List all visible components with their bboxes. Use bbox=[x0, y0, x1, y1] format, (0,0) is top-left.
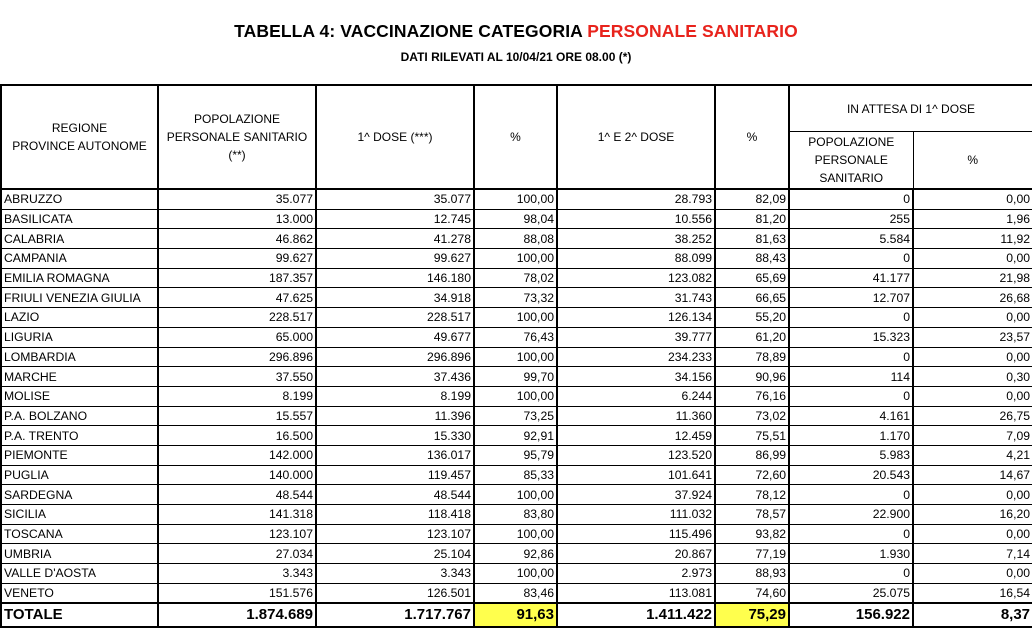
cell-pct2: 82,09 bbox=[715, 189, 789, 209]
cell-population: 151.576 bbox=[158, 583, 316, 603]
cell-dose12: 20.867 bbox=[557, 544, 715, 564]
cell-dose1: 228.517 bbox=[316, 308, 474, 328]
table-row bbox=[1, 485, 1032, 505]
cell-population: 123.107 bbox=[158, 524, 316, 544]
cell-pct2: 66,65 bbox=[715, 288, 789, 308]
cell-pct2: 72,60 bbox=[715, 465, 789, 485]
cell-waiting-pct: 0,00 bbox=[913, 564, 1032, 584]
header-waiting-pct: % bbox=[913, 132, 1032, 190]
cell-dose12: 123.082 bbox=[557, 268, 715, 288]
cell-dose12: 6.244 bbox=[557, 386, 715, 406]
cell-region: MOLISE bbox=[1, 386, 158, 406]
table-row bbox=[1, 583, 1032, 603]
cell-pct1: 95,79 bbox=[474, 445, 557, 465]
cell-dose12: 88.099 bbox=[557, 249, 715, 269]
table-row bbox=[1, 367, 1032, 387]
table-row bbox=[1, 327, 1032, 347]
cell-population: 37.550 bbox=[158, 367, 316, 387]
cell-waiting-population: 0 bbox=[789, 386, 913, 406]
cell-population: 141.318 bbox=[158, 505, 316, 525]
cell-waiting-pct: 14,67 bbox=[913, 465, 1032, 485]
cell-waiting-population: 0 bbox=[789, 485, 913, 505]
cell-population: 65.000 bbox=[158, 327, 316, 347]
table-row bbox=[1, 544, 1032, 564]
cell-region: LIGURIA bbox=[1, 327, 158, 347]
cell-pct2: 55,20 bbox=[715, 308, 789, 328]
cell-dose1: 25.104 bbox=[316, 544, 474, 564]
cell-pct1: 100,00 bbox=[474, 564, 557, 584]
total-dose1: 1.717.767 bbox=[316, 603, 474, 627]
cell-pct1: 98,04 bbox=[474, 209, 557, 229]
cell-region: ABRUZZO bbox=[1, 189, 158, 209]
cell-dose12: 2.973 bbox=[557, 564, 715, 584]
cell-dose1: 146.180 bbox=[316, 268, 474, 288]
table-body bbox=[1, 189, 1032, 627]
cell-dose12: 101.641 bbox=[557, 465, 715, 485]
vaccination-table bbox=[0, 84, 1032, 628]
cell-population: 47.625 bbox=[158, 288, 316, 308]
cell-waiting-pct: 0,00 bbox=[913, 347, 1032, 367]
cell-population: 99.627 bbox=[158, 249, 316, 269]
total-region: TOTALE bbox=[1, 603, 158, 627]
cell-waiting-pct: 21,98 bbox=[913, 268, 1032, 288]
cell-waiting-pct: 16,20 bbox=[913, 505, 1032, 525]
cell-pct1: 78,02 bbox=[474, 268, 557, 288]
cell-waiting-pct: 0,00 bbox=[913, 485, 1032, 505]
cell-pct1: 76,43 bbox=[474, 327, 557, 347]
cell-region: BASILICATA bbox=[1, 209, 158, 229]
cell-dose1: 49.677 bbox=[316, 327, 474, 347]
table-row bbox=[1, 347, 1032, 367]
cell-population: 16.500 bbox=[158, 426, 316, 446]
cell-dose12: 111.032 bbox=[557, 505, 715, 525]
total-waiting-pct: 8,37 bbox=[913, 603, 1032, 627]
cell-dose1: 37.436 bbox=[316, 367, 474, 387]
cell-waiting-pct: 0,00 bbox=[913, 308, 1032, 328]
cell-dose1: 119.457 bbox=[316, 465, 474, 485]
cell-dose12: 38.252 bbox=[557, 229, 715, 249]
cell-pct1: 88,08 bbox=[474, 229, 557, 249]
cell-region: P.A. BOLZANO bbox=[1, 406, 158, 426]
cell-waiting-population: 41.177 bbox=[789, 268, 913, 288]
cell-waiting-pct: 0,00 bbox=[913, 249, 1032, 269]
table-row bbox=[1, 268, 1032, 288]
cell-region: P.A. TRENTO bbox=[1, 426, 158, 446]
cell-dose1: 48.544 bbox=[316, 485, 474, 505]
cell-waiting-population: 15.323 bbox=[789, 327, 913, 347]
cell-pct2: 90,96 bbox=[715, 367, 789, 387]
table-row bbox=[1, 229, 1032, 249]
cell-population: 140.000 bbox=[158, 465, 316, 485]
cell-dose12: 115.496 bbox=[557, 524, 715, 544]
cell-waiting-pct: 4,21 bbox=[913, 445, 1032, 465]
total-population: 1.874.689 bbox=[158, 603, 316, 627]
cell-region: EMILIA ROMAGNA bbox=[1, 268, 158, 288]
cell-region: CALABRIA bbox=[1, 229, 158, 249]
cell-pct2: 81,20 bbox=[715, 209, 789, 229]
cell-dose12: 39.777 bbox=[557, 327, 715, 347]
cell-dose12: 234.233 bbox=[557, 347, 715, 367]
cell-waiting-population: 255 bbox=[789, 209, 913, 229]
table-row bbox=[1, 505, 1032, 525]
total-row bbox=[1, 603, 1032, 627]
header-dose12: 1^ E 2^ DOSE bbox=[557, 85, 715, 189]
table-row bbox=[1, 465, 1032, 485]
cell-region: PUGLIA bbox=[1, 465, 158, 485]
cell-dose12: 123.520 bbox=[557, 445, 715, 465]
cell-pct2: 77,19 bbox=[715, 544, 789, 564]
table-row bbox=[1, 524, 1032, 544]
table-row bbox=[1, 288, 1032, 308]
header-dose1: 1^ DOSE (***) bbox=[316, 85, 474, 189]
cell-waiting-population: 5.584 bbox=[789, 229, 913, 249]
cell-waiting-population: 0 bbox=[789, 308, 913, 328]
cell-region: TOSCANA bbox=[1, 524, 158, 544]
cell-pct1: 83,80 bbox=[474, 505, 557, 525]
cell-dose1: 126.501 bbox=[316, 583, 474, 603]
cell-population: 187.357 bbox=[158, 268, 316, 288]
cell-pct2: 88,93 bbox=[715, 564, 789, 584]
cell-dose12: 113.081 bbox=[557, 583, 715, 603]
cell-region: VENETO bbox=[1, 583, 158, 603]
cell-pct2: 73,02 bbox=[715, 406, 789, 426]
cell-waiting-population: 0 bbox=[789, 249, 913, 269]
cell-waiting-pct: 23,57 bbox=[913, 327, 1032, 347]
cell-waiting-pct: 7,14 bbox=[913, 544, 1032, 564]
cell-pct1: 83,46 bbox=[474, 583, 557, 603]
cell-waiting-population: 0 bbox=[789, 524, 913, 544]
cell-dose1: 11.396 bbox=[316, 406, 474, 426]
cell-waiting-population: 5.983 bbox=[789, 445, 913, 465]
cell-region: CAMPANIA bbox=[1, 249, 158, 269]
cell-waiting-pct: 0,00 bbox=[913, 189, 1032, 209]
cell-waiting-population: 114 bbox=[789, 367, 913, 387]
cell-pct1: 85,33 bbox=[474, 465, 557, 485]
cell-waiting-population: 0 bbox=[789, 347, 913, 367]
cell-pct1: 100,00 bbox=[474, 249, 557, 269]
cell-population: 3.343 bbox=[158, 564, 316, 584]
cell-pct1: 73,25 bbox=[474, 406, 557, 426]
cell-waiting-population: 0 bbox=[789, 189, 913, 209]
cell-dose12: 126.134 bbox=[557, 308, 715, 328]
page-title bbox=[0, 21, 1032, 42]
cell-pct1: 92,86 bbox=[474, 544, 557, 564]
cell-pct1: 92,91 bbox=[474, 426, 557, 446]
total-pct1: 91,63 bbox=[474, 603, 557, 627]
cell-pct2: 78,57 bbox=[715, 505, 789, 525]
cell-waiting-population: 12.707 bbox=[789, 288, 913, 308]
cell-dose1: 99.627 bbox=[316, 249, 474, 269]
cell-pct2: 75,51 bbox=[715, 426, 789, 446]
cell-dose1: 296.896 bbox=[316, 347, 474, 367]
cell-pct2: 78,12 bbox=[715, 485, 789, 505]
cell-waiting-population: 4.161 bbox=[789, 406, 913, 426]
cell-dose12: 28.793 bbox=[557, 189, 715, 209]
cell-dose12: 34.156 bbox=[557, 367, 715, 387]
cell-pct2: 78,89 bbox=[715, 347, 789, 367]
cell-region: LOMBARDIA bbox=[1, 347, 158, 367]
table-row bbox=[1, 426, 1032, 446]
table-row bbox=[1, 308, 1032, 328]
cell-population: 48.544 bbox=[158, 485, 316, 505]
page-subtitle: DATI RILEVATI AL 10/04/21 ORE 08.00 (*) bbox=[400, 50, 632, 64]
cell-waiting-pct: 7,09 bbox=[913, 426, 1032, 446]
cell-dose1: 136.017 bbox=[316, 445, 474, 465]
cell-pct1: 100,00 bbox=[474, 189, 557, 209]
cell-dose1: 15.330 bbox=[316, 426, 474, 446]
title-prefix: TABELLA 4: VACCINAZIONE CATEGORIA bbox=[234, 21, 588, 41]
cell-dose1: 12.745 bbox=[316, 209, 474, 229]
cell-waiting-population: 0 bbox=[789, 564, 913, 584]
cell-pct2: 61,20 bbox=[715, 327, 789, 347]
total-waiting-population: 156.922 bbox=[789, 603, 913, 627]
total-pct2: 75,29 bbox=[715, 603, 789, 627]
cell-dose1: 123.107 bbox=[316, 524, 474, 544]
cell-dose12: 10.556 bbox=[557, 209, 715, 229]
cell-pct1: 73,32 bbox=[474, 288, 557, 308]
cell-population: 296.896 bbox=[158, 347, 316, 367]
cell-region: LAZIO bbox=[1, 308, 158, 328]
cell-region: UMBRIA bbox=[1, 544, 158, 564]
cell-population: 46.862 bbox=[158, 229, 316, 249]
cell-waiting-pct: 0,30 bbox=[913, 367, 1032, 387]
table-row bbox=[1, 249, 1032, 269]
cell-dose1: 8.199 bbox=[316, 386, 474, 406]
cell-dose12: 12.459 bbox=[557, 426, 715, 446]
cell-population: 142.000 bbox=[158, 445, 316, 465]
table-header bbox=[1, 85, 1032, 189]
cell-dose1: 118.418 bbox=[316, 505, 474, 525]
cell-population: 228.517 bbox=[158, 308, 316, 328]
cell-waiting-population: 22.900 bbox=[789, 505, 913, 525]
table-row bbox=[1, 189, 1032, 209]
table-row bbox=[1, 564, 1032, 584]
cell-pct2: 88,43 bbox=[715, 249, 789, 269]
cell-population: 15.557 bbox=[158, 406, 316, 426]
cell-pct1: 100,00 bbox=[474, 308, 557, 328]
cell-waiting-population: 1.930 bbox=[789, 544, 913, 564]
cell-pct2: 65,69 bbox=[715, 268, 789, 288]
cell-pct2: 76,16 bbox=[715, 386, 789, 406]
cell-population: 35.077 bbox=[158, 189, 316, 209]
cell-region: SICILIA bbox=[1, 505, 158, 525]
total-dose12: 1.411.422 bbox=[557, 603, 715, 627]
cell-pct2: 74,60 bbox=[715, 583, 789, 603]
cell-dose1: 3.343 bbox=[316, 564, 474, 584]
cell-dose1: 35.077 bbox=[316, 189, 474, 209]
cell-population: 8.199 bbox=[158, 386, 316, 406]
cell-dose12: 11.360 bbox=[557, 406, 715, 426]
cell-region: SARDEGNA bbox=[1, 485, 158, 505]
cell-waiting-population: 25.075 bbox=[789, 583, 913, 603]
cell-region: PIEMONTE bbox=[1, 445, 158, 465]
header-region: REGIONE PROVINCE AUTONOME bbox=[1, 85, 158, 189]
header-pct1: % bbox=[474, 85, 557, 189]
cell-region: MARCHE bbox=[1, 367, 158, 387]
cell-region: VALLE D'AOSTA bbox=[1, 564, 158, 584]
cell-waiting-pct: 16,54 bbox=[913, 583, 1032, 603]
cell-dose1: 41.278 bbox=[316, 229, 474, 249]
cell-region: FRIULI VENEZIA GIULIA bbox=[1, 288, 158, 308]
table-row bbox=[1, 209, 1032, 229]
cell-pct2: 86,99 bbox=[715, 445, 789, 465]
table-row bbox=[1, 445, 1032, 465]
table-row bbox=[1, 386, 1032, 406]
cell-waiting-pct: 0,00 bbox=[913, 386, 1032, 406]
cell-waiting-pct: 0,00 bbox=[913, 524, 1032, 544]
cell-waiting-pct: 26,75 bbox=[913, 406, 1032, 426]
cell-pct2: 81,63 bbox=[715, 229, 789, 249]
cell-population: 13.000 bbox=[158, 209, 316, 229]
header-population: POPOLAZIONE PERSONALE SANITARIO (**) bbox=[158, 85, 316, 189]
cell-pct1: 100,00 bbox=[474, 386, 557, 406]
header-waiting: IN ATTESA DI 1^ DOSE bbox=[789, 85, 1032, 132]
cell-pct1: 99,70 bbox=[474, 367, 557, 387]
title-highlight: PERSONALE SANITARIO bbox=[587, 21, 798, 41]
header-waiting-population: POPOLAZIONE PERSONALE SANITARIO bbox=[789, 132, 913, 190]
cell-dose12: 37.924 bbox=[557, 485, 715, 505]
cell-dose12: 31.743 bbox=[557, 288, 715, 308]
table-row bbox=[1, 406, 1032, 426]
header-pct2: % bbox=[715, 85, 789, 189]
cell-waiting-pct: 26,68 bbox=[913, 288, 1032, 308]
cell-pct1: 100,00 bbox=[474, 347, 557, 367]
cell-pct2: 93,82 bbox=[715, 524, 789, 544]
cell-waiting-population: 1.170 bbox=[789, 426, 913, 446]
cell-dose1: 34.918 bbox=[316, 288, 474, 308]
cell-waiting-population: 20.543 bbox=[789, 465, 913, 485]
cell-waiting-pct: 11,92 bbox=[913, 229, 1032, 249]
cell-pct1: 100,00 bbox=[474, 524, 557, 544]
cell-waiting-pct: 1,96 bbox=[913, 209, 1032, 229]
cell-population: 27.034 bbox=[158, 544, 316, 564]
cell-pct1: 100,00 bbox=[474, 485, 557, 505]
